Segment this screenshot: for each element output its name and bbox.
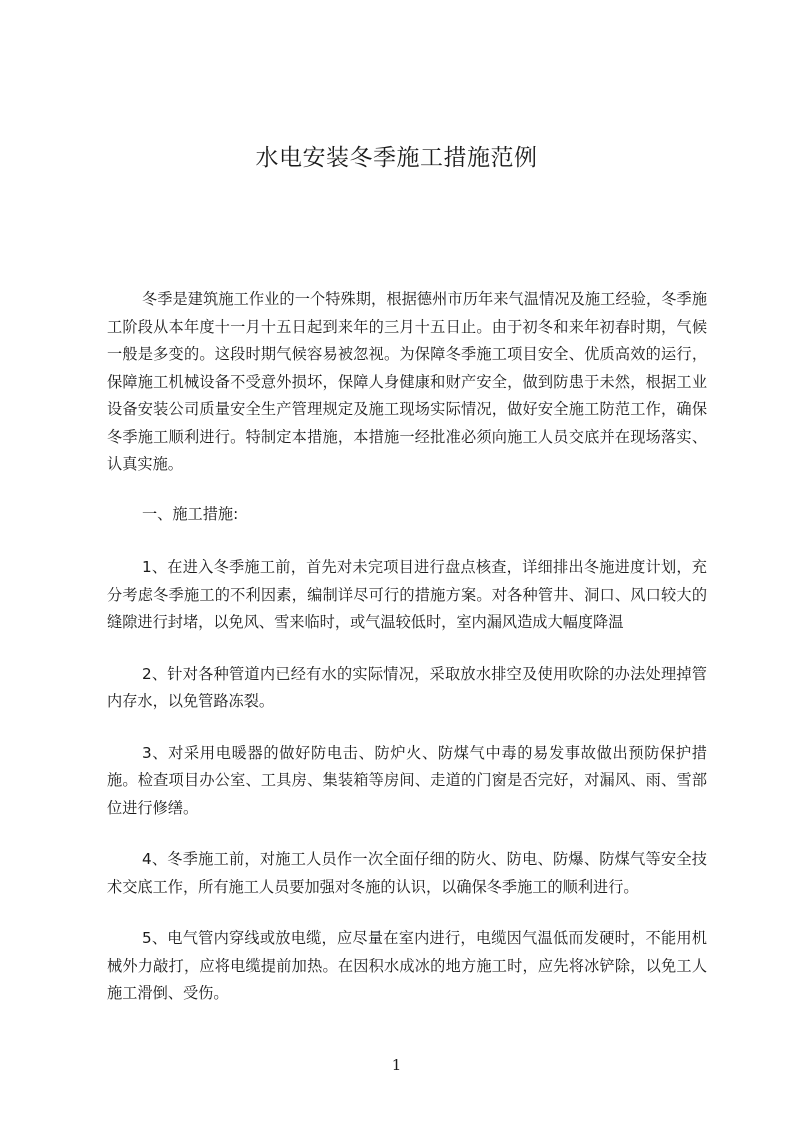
measure-paragraph-5: 5、电气管内穿线或放电缆，应尽量在室内进行，电缆因气温低而发硬时，不能用机械外力敲打，应将电缆提前加热。在因积水成冰的地方施工时，应先将冰铲除，以免工人施工滑倒、受伤。 <box>107 929 707 1002</box>
section-heading-construction-measures: 一、施工措施: <box>141 504 239 523</box>
intro-paragraph: 冬季是建筑施工作业的一个特殊期，根据德州市历年来气温情况及施工经验，冬季施工阶段从本年度十一月十五日起到来年的三月十五日止。由于初冬和来年初春时期，气候一般是多变的。这段时期气候容易被忽视。为保障冬季施工项目安全、优质高效的运行，保障施工机械设备不受意外损坏，保障人身健康和财产安全，做到防患于未然，根据工业设备安装公司质量安全生产管理规定及施工现场实际情况，做好安全施工防范工作，确保冬季施工顺利进行。特制定本措施，本措施一经批准必须向施工人员交底并在现场落实、认真实施。 <box>107 290 707 473</box>
measure-paragraph-3: 3、对采用电暖器的做好防电击、防炉火、防煤气中毒的易发事故做出预防保护措施。检查项目办公室、工具房、集装箱等房间、走道的门窗是否完好，对漏风、雨、雪部位进行修缮。 <box>107 743 707 817</box>
document-body <box>107 286 707 1032</box>
measure-paragraph-1: 1、在进入冬季施工前，首先对未完项目进行盘点核查，详细排出冬施进度计划，充分考虑冬季施工的不利因素，编制详尽可行的措施方案。对各种管井、洞口、风口较大的缝隙进行封堵，以免风、雪来临时，或气温较低时，室内漏风造成大幅度降温 <box>107 558 707 631</box>
measure-paragraph-2: 2、针对各种管道内已经有水的实际情况，采取放水排空及使用吹除的办法处理掉管内存水，以免管路冻裂。 <box>107 664 707 710</box>
document-title: 水电安装冬季施工措施范例 <box>255 145 538 171</box>
page-number: 1 <box>391 1056 402 1074</box>
measure-paragraph-4: 4、冬季施工前，对施工人员作一次全面仔细的防火、防电、防爆、防煤气等安全技术交底工作，所有施工人员要加强对冬施的认识，以确保冬季施工的顺利进行。 <box>107 850 707 896</box>
